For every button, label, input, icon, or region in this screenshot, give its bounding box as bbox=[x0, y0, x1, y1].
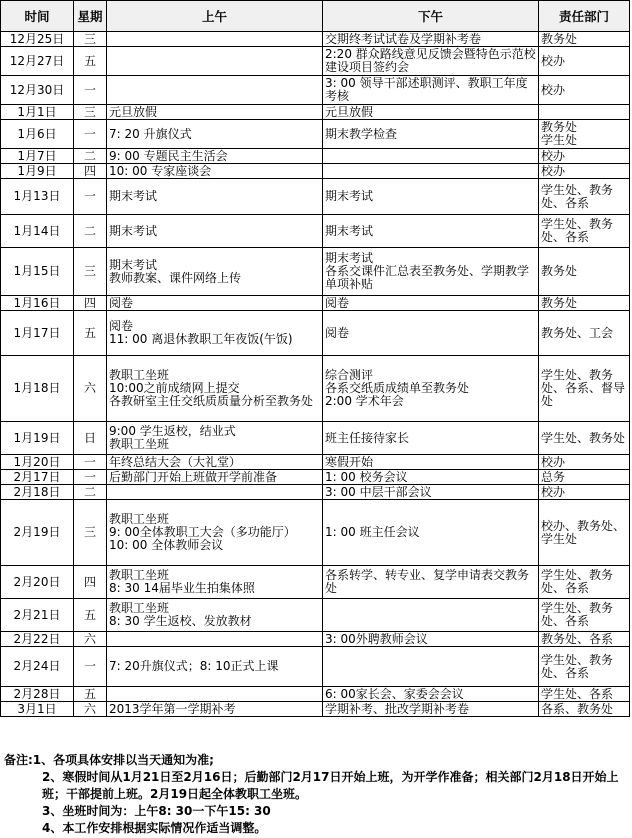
row-weekday-cell: 一 bbox=[74, 120, 107, 149]
row-pm-cell: 阅卷 bbox=[323, 311, 539, 356]
row-date-cell: 1月15日 bbox=[1, 248, 74, 296]
note-1: 备注:1、各项具体安排以当天通知为准; bbox=[4, 753, 214, 767]
row-weekday-cell: 三 bbox=[74, 500, 107, 566]
row-weekday-cell: 五 bbox=[74, 599, 107, 632]
row-pm-cell: 1: 00 班主任会议 bbox=[323, 500, 539, 566]
row-pm-cell: 学期补考、批改学期补考卷 bbox=[323, 702, 539, 717]
row-weekday-cell: 一 bbox=[74, 455, 107, 470]
table-row bbox=[1, 455, 630, 470]
row-weekday-cell: 二 bbox=[74, 215, 107, 248]
row-date-cell: 2月19日 bbox=[1, 500, 74, 566]
row-date-cell: 1月9日 bbox=[1, 164, 74, 179]
row-date-cell: 12月27日 bbox=[1, 47, 74, 76]
row-am-cell bbox=[107, 47, 323, 76]
row-weekday-cell: 四 bbox=[74, 296, 107, 311]
note-3: 3、坐班时间为：上午8: 30一下午15: 30 bbox=[42, 804, 271, 818]
row-date-cell: 12月25日 bbox=[1, 32, 74, 47]
row-am-cell: 教职工坐班 10:00之前成绩网上提交 各教研室主任交纸质质量分析至教务处 bbox=[107, 356, 323, 422]
row-date-cell: 2月20日 bbox=[1, 566, 74, 599]
row-pm-cell: 班主任接待家长 bbox=[323, 422, 539, 455]
col-header-weekday: 星期 bbox=[74, 1, 107, 32]
row-am-cell: 10: 00 专家座谈会 bbox=[107, 164, 323, 179]
row-am-cell: 7: 20 升旗仪式 bbox=[107, 120, 323, 149]
row-pm-cell: 2:20 群众路线意见反馈会暨特色示范校建设项目签约会 bbox=[323, 47, 539, 76]
row-pm-cell: 阅卷 bbox=[323, 296, 539, 311]
row-pm-cell bbox=[323, 599, 539, 632]
row-date-cell: 2月17日 bbox=[1, 470, 74, 485]
table-row bbox=[1, 311, 630, 356]
table-row bbox=[1, 164, 630, 179]
table-row bbox=[1, 500, 630, 566]
table-row bbox=[1, 105, 630, 120]
table-row bbox=[1, 702, 630, 717]
notes-section bbox=[4, 752, 628, 837]
row-am-cell: 教职工坐班 8: 30 学生返校、发放教材 bbox=[107, 599, 323, 632]
row-weekday-cell: 三 bbox=[74, 32, 107, 47]
row-pm-cell: 3: 00 中层干部会议 bbox=[323, 485, 539, 500]
row-am-cell bbox=[107, 76, 323, 105]
table-row bbox=[1, 687, 630, 702]
row-dept-cell: 校办 bbox=[539, 455, 630, 470]
row-dept-cell: 学生处、各系 bbox=[539, 687, 630, 702]
row-weekday-cell: 三 bbox=[74, 248, 107, 296]
row-pm-cell: 寒假开始 bbox=[323, 455, 539, 470]
row-date-cell: 1月16日 bbox=[1, 296, 74, 311]
row-pm-cell: 3: 00 领导干部述职测评、教职工年度考核 bbox=[323, 76, 539, 105]
col-header-pm: 下午 bbox=[323, 1, 539, 32]
table-row bbox=[1, 566, 630, 599]
row-date-cell: 1月13日 bbox=[1, 179, 74, 215]
row-pm-cell: 交期终考试试卷及学期补考卷 bbox=[323, 32, 539, 47]
table-row bbox=[1, 470, 630, 485]
table-row bbox=[1, 120, 630, 149]
row-pm-cell: 3: 00外聘教师会议 bbox=[323, 632, 539, 647]
row-dept-cell: 各系、教务处 bbox=[539, 702, 630, 717]
row-am-cell: 期末考试 bbox=[107, 179, 323, 215]
row-date-cell: 1月20日 bbox=[1, 455, 74, 470]
row-am-cell bbox=[107, 32, 323, 47]
row-dept-cell: 教务处、工会 bbox=[539, 311, 630, 356]
row-date-cell: 1月1日 bbox=[1, 105, 74, 120]
row-pm-cell: 期末考试 bbox=[323, 179, 539, 215]
row-weekday-cell: 一 bbox=[74, 179, 107, 215]
row-dept-cell bbox=[539, 105, 630, 120]
row-date-cell: 1月7日 bbox=[1, 149, 74, 164]
row-am-cell: 教职工坐班 9: 00全体教职工大会（多功能厅） 10: 00 全体教师会议 bbox=[107, 500, 323, 566]
row-date-cell: 1月6日 bbox=[1, 120, 74, 149]
row-weekday-cell: 六 bbox=[74, 356, 107, 422]
note-4: 4、本工作安排根据实际情况作适当调整。 bbox=[42, 821, 267, 835]
table-row bbox=[1, 215, 630, 248]
row-date-cell: 2月21日 bbox=[1, 599, 74, 632]
row-date-cell: 1月19日 bbox=[1, 422, 74, 455]
row-am-cell: 期末考试 教师教案、课件网络上传 bbox=[107, 248, 323, 296]
col-header-date: 时间 bbox=[1, 1, 74, 32]
row-pm-cell: 期末教学检查 bbox=[323, 120, 539, 149]
row-date-cell: 2月22日 bbox=[1, 632, 74, 647]
row-pm-cell: 综合测评 各系交纸质成绩单至教务处 2:00 学术年会 bbox=[323, 356, 539, 422]
row-dept-cell: 学生处、教务处、各系 bbox=[539, 566, 630, 599]
row-weekday-cell: 六 bbox=[74, 702, 107, 717]
row-dept-cell: 校办 bbox=[539, 485, 630, 500]
row-am-cell bbox=[107, 687, 323, 702]
row-date-cell: 2月18日 bbox=[1, 485, 74, 500]
table-row bbox=[1, 485, 630, 500]
row-date-cell: 3月1日 bbox=[1, 702, 74, 717]
note-2: 2、寒假时间从1月21日至2月16日；后勤部门2月17日开始上班，为开学作准备；相关部门2月18日开始上班；干部提前上班。2月19日起全体教职工坐班。 bbox=[42, 770, 619, 801]
table-row bbox=[1, 32, 630, 47]
table-row bbox=[1, 76, 630, 105]
row-am-cell: 期末考试 bbox=[107, 215, 323, 248]
row-dept-cell: 校办 bbox=[539, 76, 630, 105]
row-dept-cell: 教务处 bbox=[539, 296, 630, 311]
row-pm-cell bbox=[323, 149, 539, 164]
row-weekday-cell: 四 bbox=[74, 566, 107, 599]
row-am-cell: 阅卷 bbox=[107, 296, 323, 311]
row-dept-cell: 学生处、教务处、各系 bbox=[539, 599, 630, 632]
row-weekday-cell: 二 bbox=[74, 485, 107, 500]
row-weekday-cell: 五 bbox=[74, 311, 107, 356]
table-row bbox=[1, 296, 630, 311]
table-row bbox=[1, 356, 630, 422]
row-date-cell: 1月14日 bbox=[1, 215, 74, 248]
table-row bbox=[1, 647, 630, 687]
row-am-cell: 2013学年第一学期补考 bbox=[107, 702, 323, 717]
col-header-dept: 责任部门 bbox=[539, 1, 630, 32]
row-weekday-cell: 四 bbox=[74, 164, 107, 179]
row-pm-cell: 期末考试 bbox=[323, 215, 539, 248]
row-dept-cell: 教务处 bbox=[539, 248, 630, 296]
row-date-cell: 1月18日 bbox=[1, 356, 74, 422]
row-dept-cell: 学生处、教务处、各系 bbox=[539, 179, 630, 215]
table-row bbox=[1, 149, 630, 164]
row-am-cell: 后勤部门开始上班做开学前准备 bbox=[107, 470, 323, 485]
row-weekday-cell: 一 bbox=[74, 76, 107, 105]
table-row bbox=[1, 179, 630, 215]
row-pm-cell: 期末考试 各系交课件汇总表至教务处、学期教学单项补贴 bbox=[323, 248, 539, 296]
row-dept-cell: 教务处 bbox=[539, 32, 630, 47]
row-dept-cell: 校办 bbox=[539, 149, 630, 164]
row-am-cell: 阅卷 11: 00 离退休教职工年夜饭(午饭) bbox=[107, 311, 323, 356]
row-pm-cell: 6: 00家长会、家委会会议 bbox=[323, 687, 539, 702]
row-pm-cell bbox=[323, 164, 539, 179]
header-row bbox=[1, 1, 630, 32]
row-weekday-cell: 日 bbox=[74, 422, 107, 455]
row-pm-cell: 元旦放假 bbox=[323, 105, 539, 120]
table-row bbox=[1, 422, 630, 455]
table-row bbox=[1, 632, 630, 647]
row-dept-cell: 校办 bbox=[539, 164, 630, 179]
row-dept-cell: 总务 bbox=[539, 470, 630, 485]
row-am-cell bbox=[107, 485, 323, 500]
row-am-cell: 元旦放假 bbox=[107, 105, 323, 120]
row-am-cell: 7: 20升旗仪式；8: 10正式上课 bbox=[107, 647, 323, 687]
row-weekday-cell: 一 bbox=[74, 647, 107, 687]
row-weekday-cell: 三 bbox=[74, 105, 107, 120]
row-pm-cell: 各系转学、转专业、复学申请表交教务处 bbox=[323, 566, 539, 599]
row-dept-cell: 教务处、各系 bbox=[539, 632, 630, 647]
row-pm-cell bbox=[323, 647, 539, 687]
row-am-cell: 教职工坐班 8: 30 14届毕业生拍集体照 bbox=[107, 566, 323, 599]
row-dept-cell: 学生处、教务处、各系 bbox=[539, 215, 630, 248]
row-dept-cell: 校办、教务处、学生处 bbox=[539, 500, 630, 566]
table-row bbox=[1, 47, 630, 76]
schedule-rows bbox=[1, 32, 630, 717]
table-row bbox=[1, 248, 630, 296]
row-date-cell: 2月28日 bbox=[1, 687, 74, 702]
row-weekday-cell: 五 bbox=[74, 47, 107, 76]
row-am-cell: 年终总结大会（大礼堂） bbox=[107, 455, 323, 470]
row-date-cell: 12月30日 bbox=[1, 76, 74, 105]
row-dept-cell: 学生处、教务处、各系、督导处 bbox=[539, 356, 630, 422]
table-row bbox=[1, 599, 630, 632]
row-am-cell: 9:00 学生返校，结业式 教职工坐班 bbox=[107, 422, 323, 455]
row-dept-cell: 教务处 学生处 bbox=[539, 120, 630, 149]
col-header-am: 上午 bbox=[107, 1, 323, 32]
row-dept-cell: 学生处、教务处 bbox=[539, 422, 630, 455]
row-date-cell: 1月17日 bbox=[1, 311, 74, 356]
row-weekday-cell: 六 bbox=[74, 632, 107, 647]
row-weekday-cell: 二 bbox=[74, 149, 107, 164]
row-weekday-cell: 一 bbox=[74, 470, 107, 485]
row-am-cell bbox=[107, 632, 323, 647]
row-dept-cell: 学生处、教务处、各系 bbox=[539, 647, 630, 687]
row-dept-cell: 校办 bbox=[539, 47, 630, 76]
row-am-cell: 9: 00 专题民主生活会 bbox=[107, 149, 323, 164]
row-weekday-cell: 五 bbox=[74, 687, 107, 702]
row-date-cell: 2月24日 bbox=[1, 647, 74, 687]
row-pm-cell: 1: 00 校务会议 bbox=[323, 470, 539, 485]
